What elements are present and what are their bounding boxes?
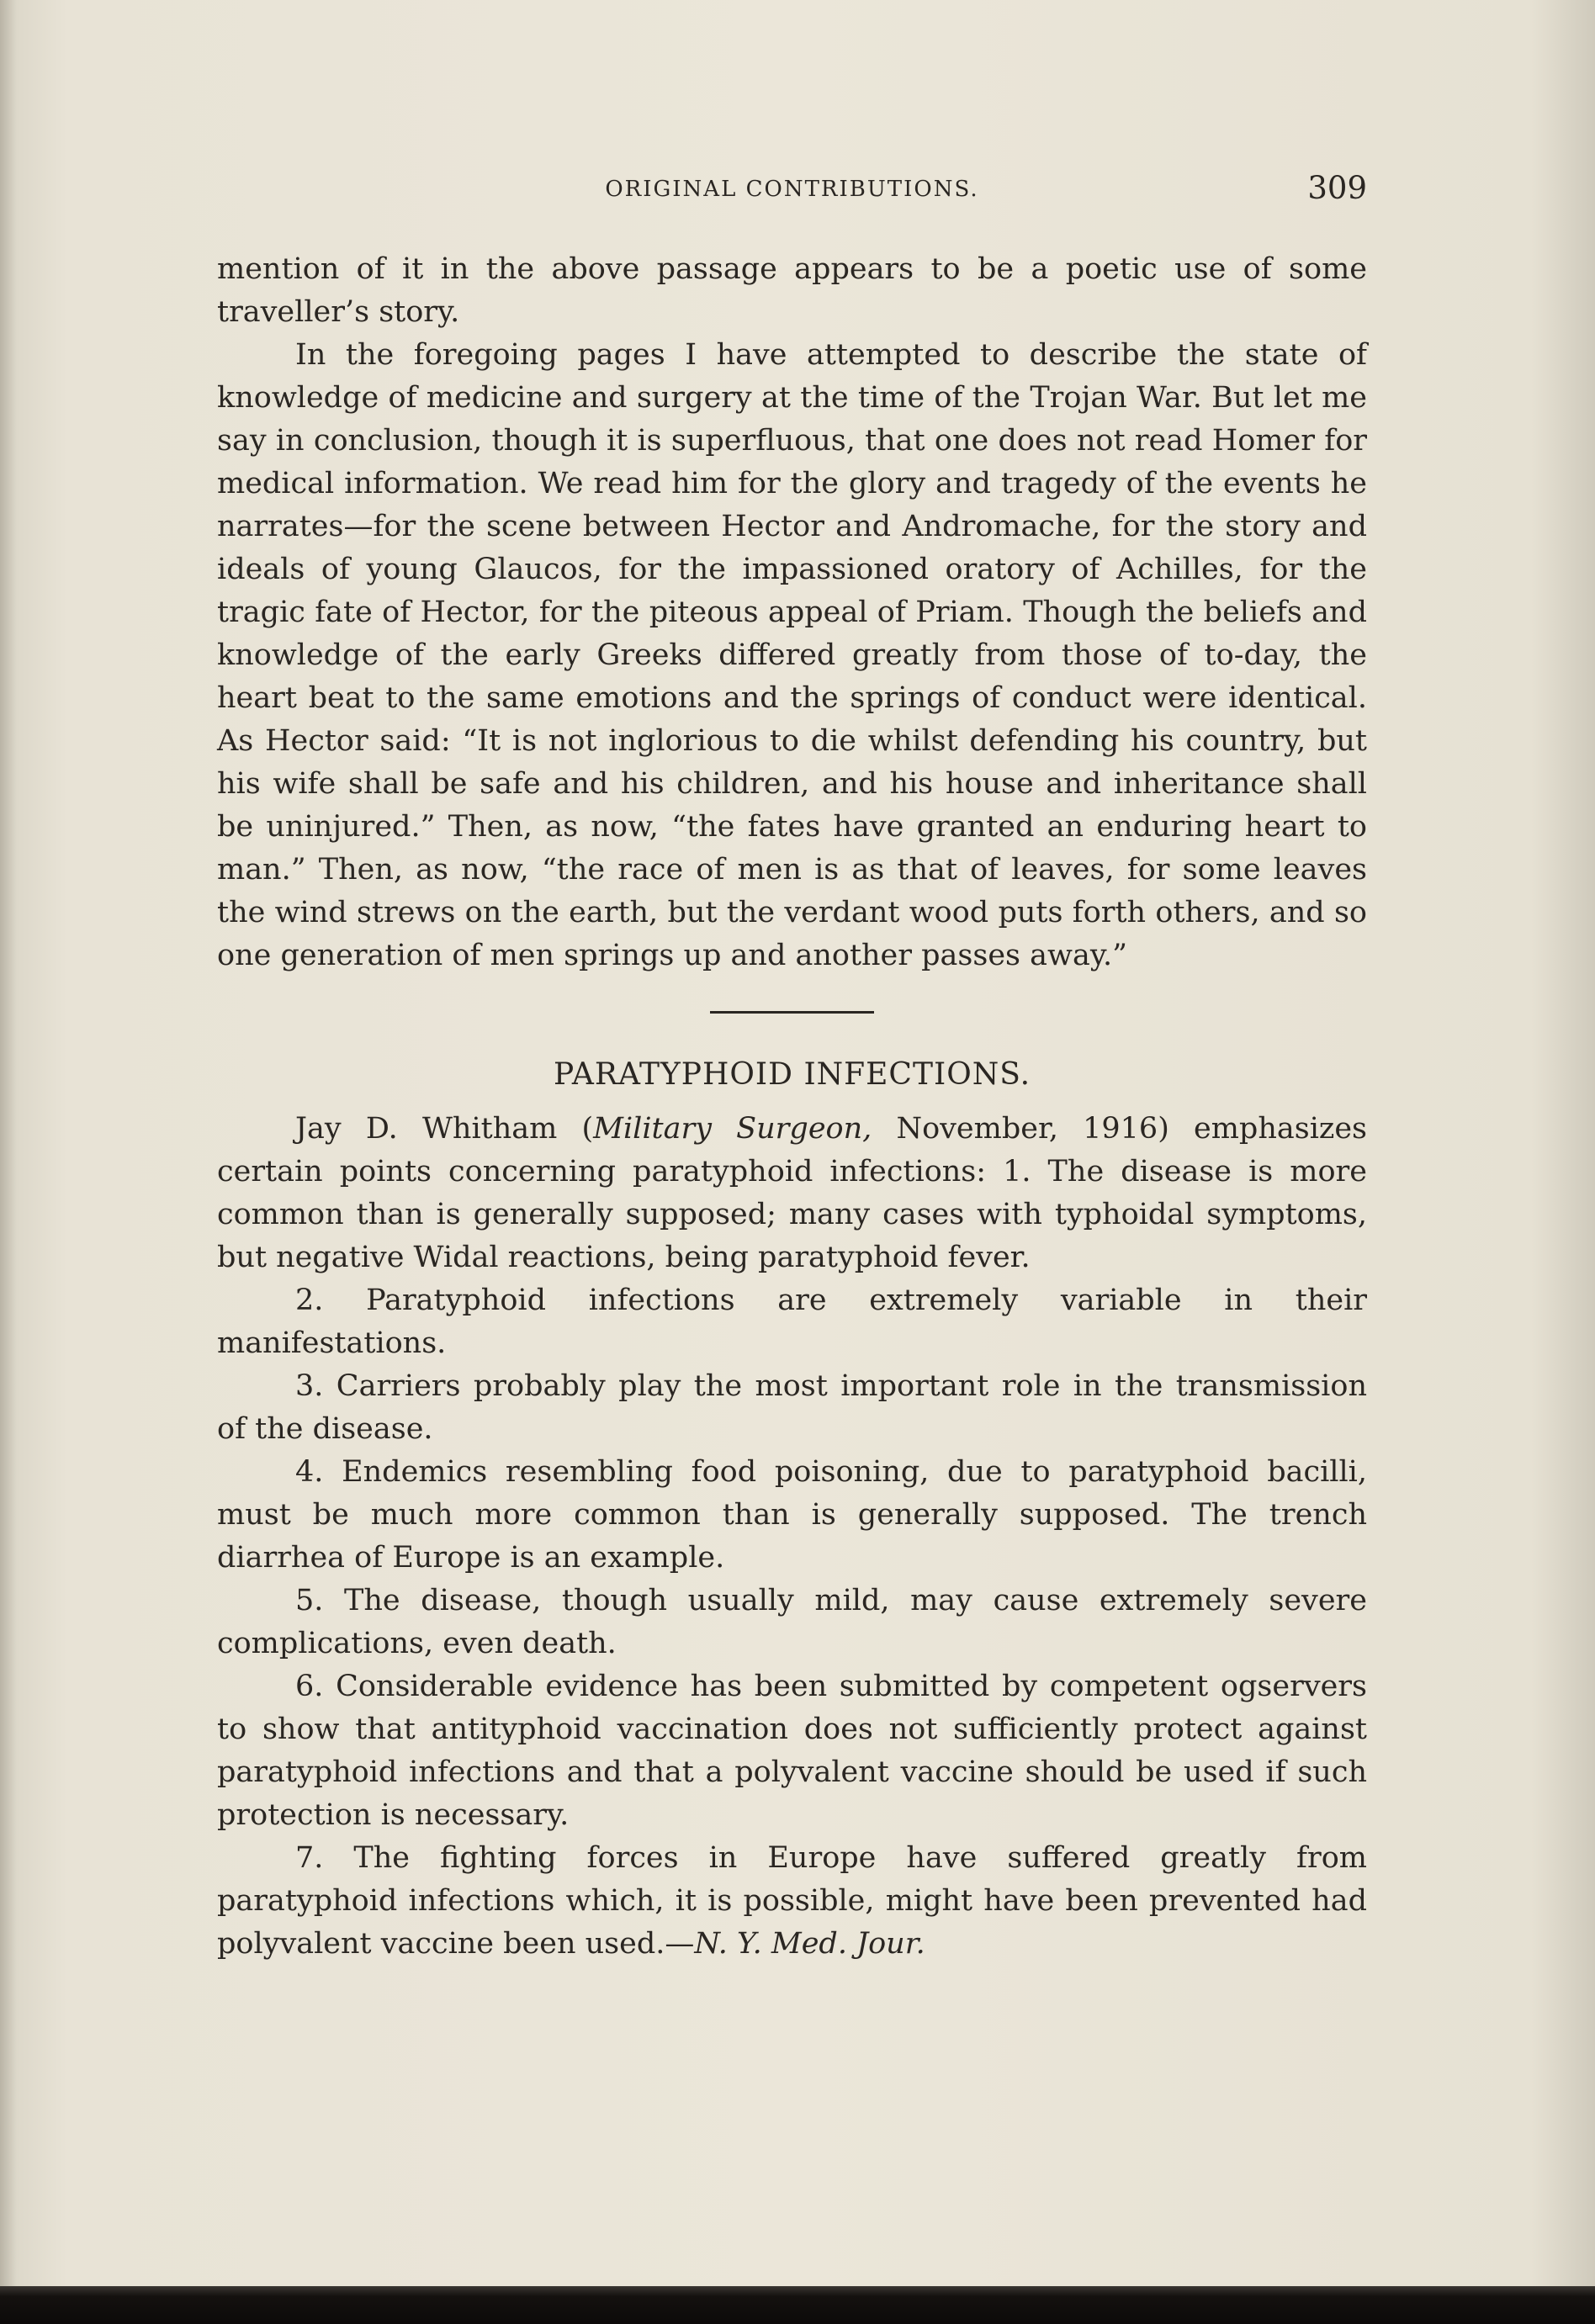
- article-intro-paragraph: [217, 1108, 1367, 1279]
- point-2-paragraph: 2. Paratyphoid infections are extremely variable in their manifestations.: [217, 1284, 1367, 1360]
- running-header: [217, 168, 1367, 219]
- point-5-paragraph: 5. The disease, though usually mild, may cause extremely severe complications, even death.: [217, 1584, 1367, 1660]
- page-bottom-shadow: [0, 2286, 1595, 2324]
- page-number: 309: [1307, 170, 1367, 206]
- point-7-text: 7. The fighting forces in Europe have suffered greatly from paratyphoid infections which, it is possible, might have been prevented had polyvalent vaccine been used.—: [217, 1841, 1367, 1961]
- point-4-paragraph: 4. Endemics resembling food poisoning, due to paratyphoid bacilli, must be much more common than is generally supposed. The trench diarrhea of Europe is an example.: [217, 1455, 1367, 1575]
- source-citation: N. Y. Med. Jour.: [694, 1927, 925, 1961]
- journal-citation: Military Surgeon,: [593, 1112, 872, 1146]
- point-7-paragraph: [217, 1837, 1367, 1966]
- running-title: ORIGINAL CONTRIBUTIONS.: [605, 177, 979, 202]
- intro-author: Jay D. Whitham (: [295, 1112, 594, 1146]
- point-6-paragraph: 6. Considerable evidence has been submitted by competent ogservers to show that antityphoid vaccination does not sufficiently protect against paratyphoid infections and that a polyvalent vaccine should be used if such protection is necessary.: [217, 1670, 1367, 1832]
- page-text-block: [217, 168, 1367, 1966]
- point-3-paragraph: 3. Carriers probably play the most important role in the transmission of the disease.: [217, 1369, 1367, 1446]
- article-heading: PARATYPHOID INFECTIONS.: [553, 1057, 1031, 1092]
- continued-paragraph: mention of it in the above passage appears to be a poetic use of some traveller’s story.: [217, 252, 1367, 329]
- section-divider: [710, 1011, 874, 1014]
- conclusion-paragraph: In the foregoing pages I have attempted to describe the state of knowledge of medicine and surgery at the time of the Trojan War. But let me say in conclusion, though it is superfluous, that one does not read Homer for medical information. We read him for the glory and tragedy of the events he narrates—for the scene between Hector and Andromache, for the story and ideals of young Glaucos, for the impassioned oratory of Achilles, for the tragic fate of Hector, for the piteous appeal of Priam. Though the beliefs and knowledge of the early Greeks differed greatly from those of to-day, the heart beat to the same emotions and the springs of conduct were identical. As Hector said: “It is not inglorious to die whilst defending his country, but his wife shall be safe and his children, and his house and inheritance shall be uninjured.” Then, as now, “the fates have granted an enduring heart to man.” Then, as now, “the race of men is as that of leaves, for some leaves the wind strews on the earth, but the verdant wood puts forth others, and so one generation of men springs up and another passes away.”: [217, 338, 1367, 972]
- intro-rest: November, 1916) emphasizes certain points concerning paratyphoid infections: 1. The disease is more common than is generally supposed; many cases with typhoidal symptoms, but negative Widal reactions, being paratyphoid fever.: [217, 1112, 1367, 1274]
